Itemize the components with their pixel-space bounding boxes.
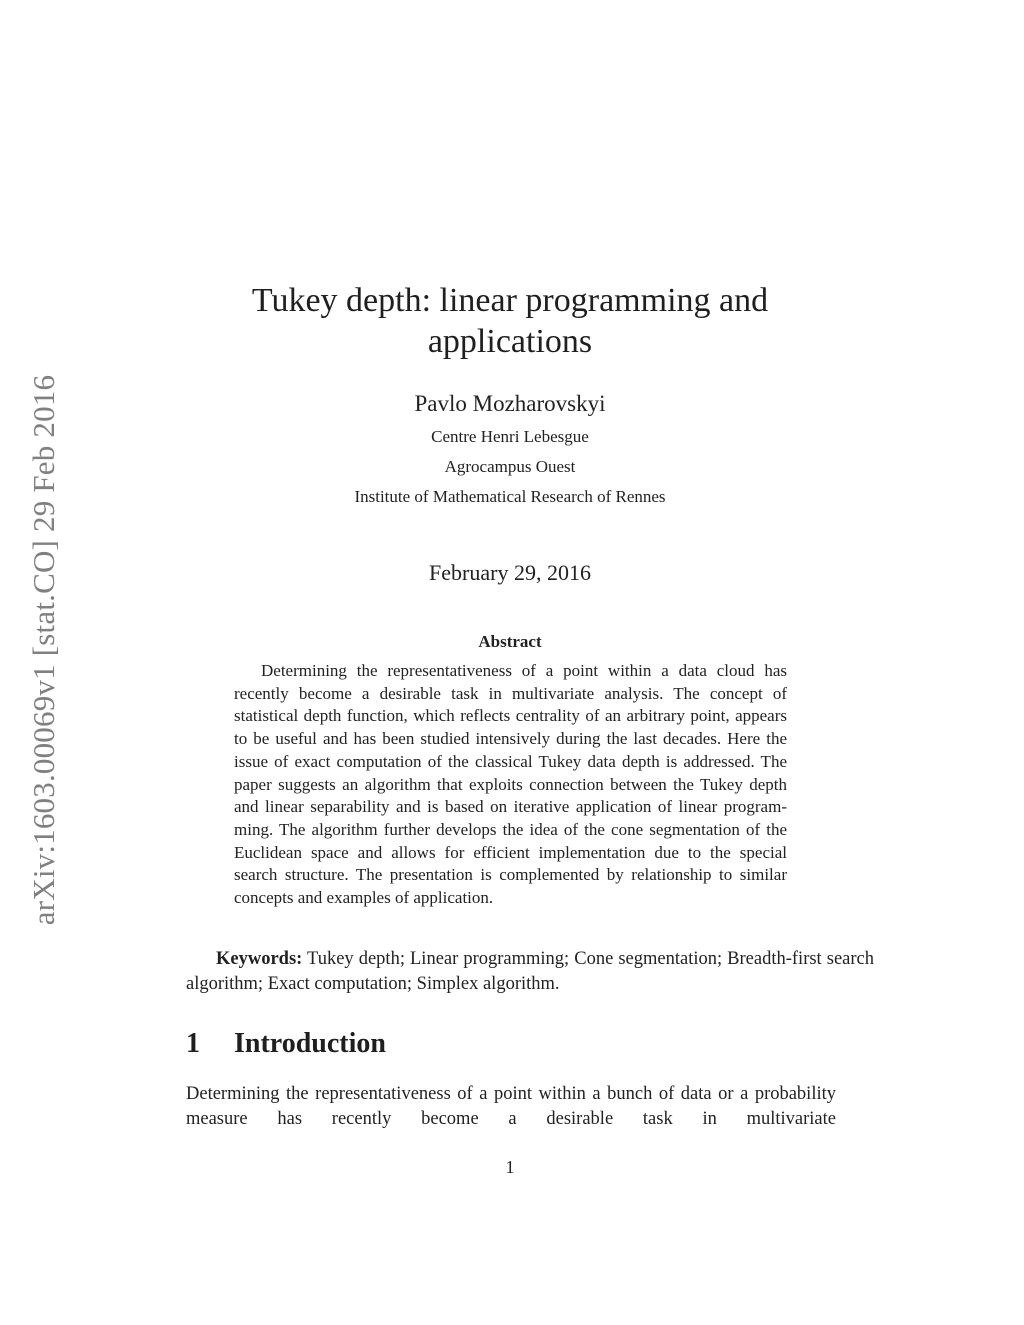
section-title: Introduction bbox=[234, 1028, 386, 1059]
author-name: Pavlo Mozharovskyi bbox=[414, 391, 606, 416]
section-heading bbox=[186, 1028, 386, 1060]
affiliation-line: Centre Henri Lebesgue bbox=[431, 427, 589, 446]
introduction-paragraph: Determining the representativeness of a point within a bunch of data or a probability measure has recently become a desirable task in multivariate bbox=[186, 1084, 836, 1129]
paper-title bbox=[200, 280, 820, 362]
section-number: 1 bbox=[186, 1028, 200, 1059]
affiliation-line: Agrocampus Ouest bbox=[444, 457, 576, 476]
abstract-body: Determining the representativeness of a point within a data cloud has recently become a desirable task in multivariate analysis. The concept of statistical depth function, which reflects centrality of an arbitrary point, appears to be useful and has been studied intensively during the last decades. Here the issue of exact computation of the classical Tukey data depth is addressed. The paper suggests an algorithm that exploits connection between the Tukey depth and linear separability and is based on iterative application of linear programming. The algorithm further develops the idea of the cone segmentation of the Euclidean space and allows for efficient implementation due to the special search structure. The presentation is complemented by relationship to similar concepts and examples of application. bbox=[234, 661, 787, 908]
publication-date: February 29, 2016 bbox=[429, 560, 591, 585]
keywords-paragraph bbox=[186, 947, 874, 997]
page-number: 1 bbox=[505, 1157, 515, 1177]
arxiv-identifier-stamp: arXiv:1603.00069v1 [stat.CO] 29 Feb 2016 bbox=[26, 374, 61, 926]
abstract-heading: Abstract bbox=[478, 632, 542, 651]
paper-title-line-2: applications bbox=[427, 323, 593, 360]
keywords-text: Tukey depth; Linear programming; Cone segmentation; Breadth-first search algorithm; Exact computation; Simplex algorithm. bbox=[186, 949, 874, 994]
paper-title-line-1: Tukey depth: linear programming and bbox=[251, 282, 769, 319]
keywords-label: Keywords: bbox=[216, 949, 303, 969]
affiliation-line: Institute of Mathematical Research of Rennes bbox=[354, 487, 666, 506]
